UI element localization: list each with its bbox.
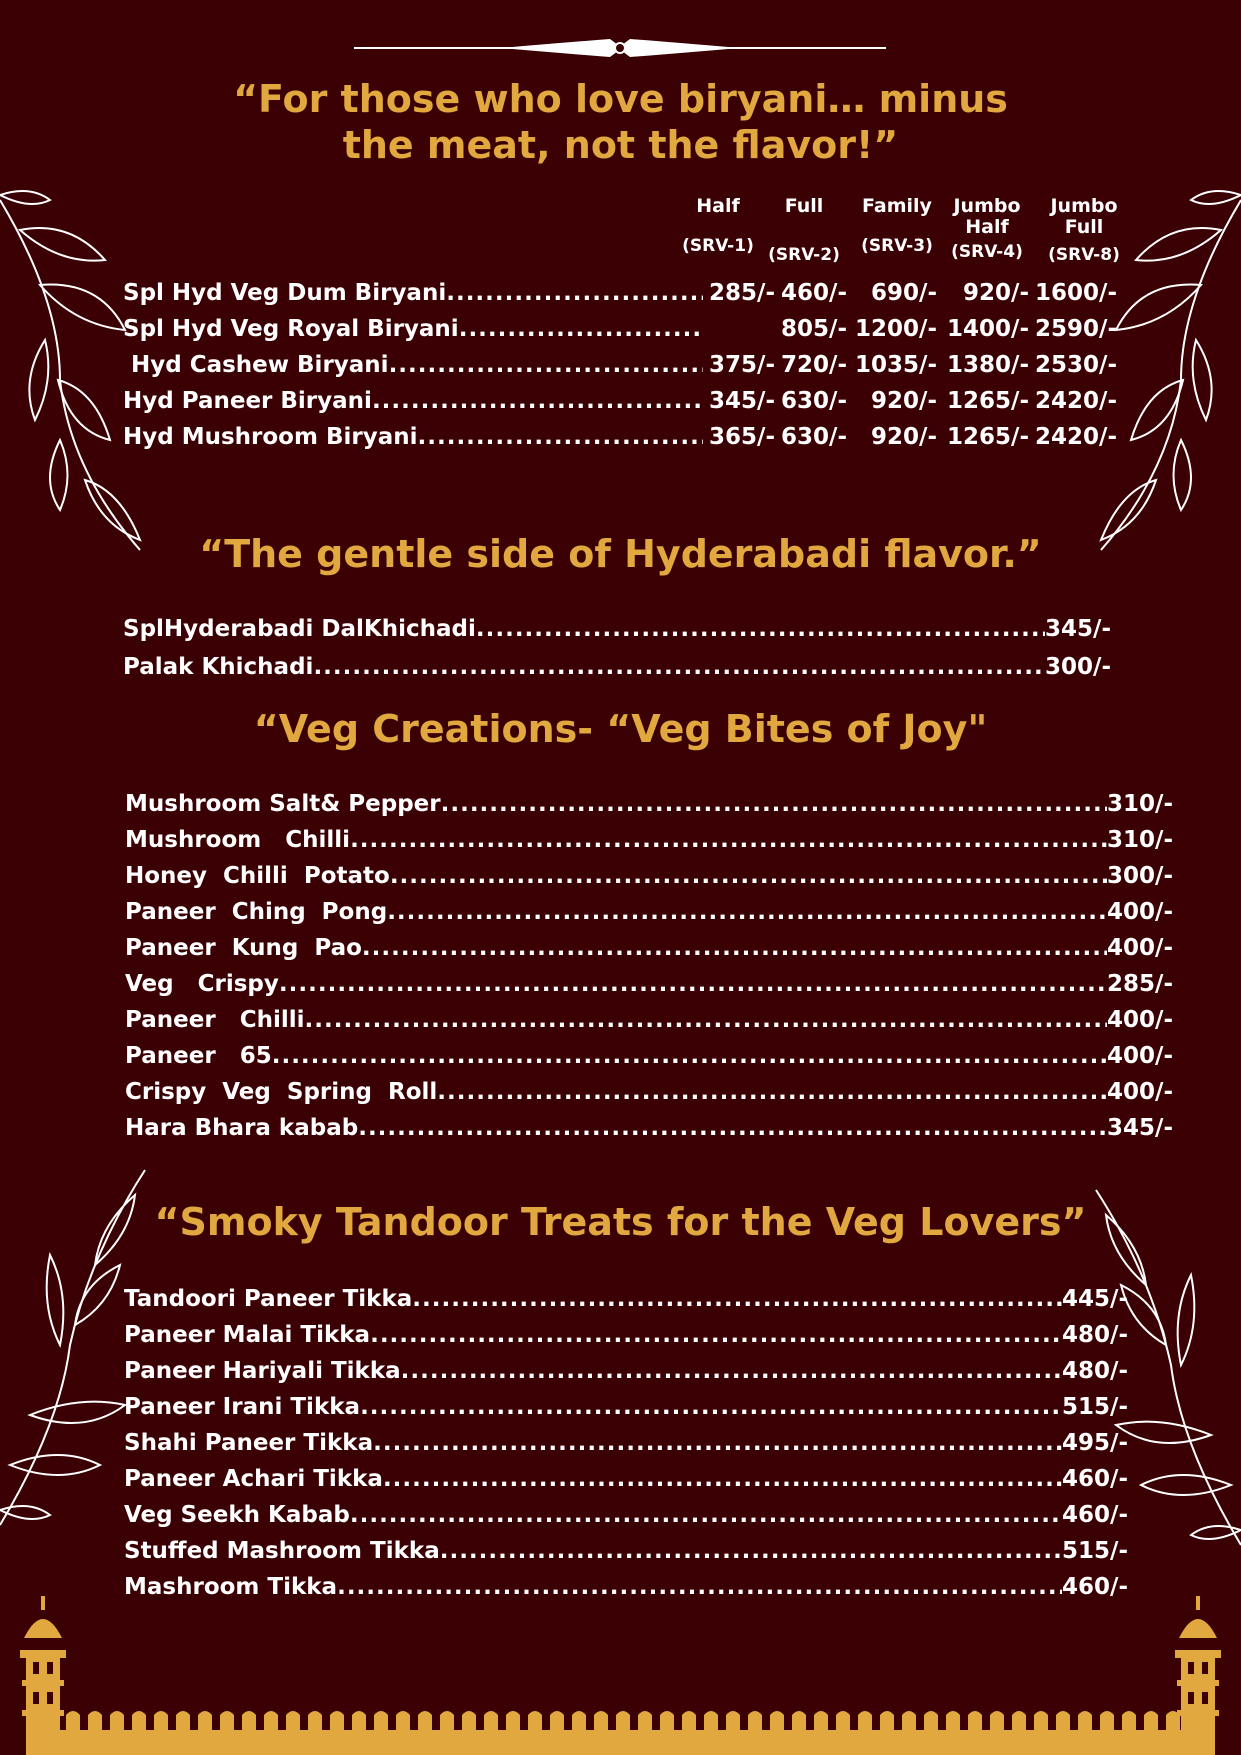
item-name: Paneer Malai Tikka bbox=[124, 1322, 371, 1348]
item-price: 285/- bbox=[1107, 971, 1173, 997]
dot-leader bbox=[412, 1286, 1062, 1312]
item-price: 460/- bbox=[781, 280, 847, 306]
item-price: 400/- bbox=[1107, 935, 1173, 961]
leaf-branch-top-left-icon bbox=[0, 180, 150, 560]
item-name: Paneer Achari Tikka bbox=[124, 1466, 383, 1492]
dot-leader bbox=[459, 316, 703, 342]
item-price: 300/- bbox=[1045, 654, 1111, 680]
dot-leader bbox=[279, 971, 1107, 997]
item-price: 690/- bbox=[871, 280, 937, 306]
dot-leader bbox=[350, 1502, 1062, 1528]
section-heading-tandoor: “Smoky Tandoor Treats for the Veg Lovers” bbox=[154, 1200, 1087, 1244]
item-price: 2420/- bbox=[1035, 424, 1117, 450]
item-name: Stuffed Mashroom Tikka bbox=[124, 1538, 440, 1564]
heading-line-1: “For those who love biryani… minus bbox=[233, 77, 1008, 121]
item-price: 515/- bbox=[1062, 1394, 1128, 1420]
column-header-code: (SRV-4) bbox=[951, 242, 1023, 262]
menu-item-row bbox=[124, 1538, 1128, 1564]
column-header-label: Full bbox=[784, 195, 824, 217]
item-price: 400/- bbox=[1107, 1043, 1173, 1069]
column-header-code: (SRV-8) bbox=[1048, 245, 1120, 265]
item-price: 345/- bbox=[709, 388, 775, 414]
item-price: 2530/- bbox=[1035, 352, 1117, 378]
column-header-code: (SRV-2) bbox=[768, 245, 840, 265]
item-price: 1380/- bbox=[947, 352, 1029, 378]
menu-item-row bbox=[123, 616, 1111, 642]
item-price: 310/- bbox=[1107, 827, 1173, 853]
item-name: Paneer Irani Tikka bbox=[124, 1394, 361, 1420]
item-name: Tandoori Paneer Tikka bbox=[124, 1286, 413, 1312]
dot-leader bbox=[441, 791, 1107, 817]
item-name: Hyd Paneer Biryani bbox=[123, 388, 372, 414]
item-name: Paneer Chilli bbox=[125, 1007, 305, 1033]
item-price: 1265/- bbox=[947, 424, 1029, 450]
column-header-label: Jumbo Half bbox=[953, 195, 1021, 238]
menu-item-row bbox=[125, 827, 1173, 853]
dot-leader bbox=[372, 388, 703, 414]
dot-leader bbox=[362, 935, 1107, 961]
menu-item-row bbox=[123, 388, 1117, 414]
item-price: 460/- bbox=[1062, 1502, 1128, 1528]
item-price: 920/- bbox=[871, 424, 937, 450]
column-header-code: (SRV-3) bbox=[861, 236, 933, 256]
dot-leader bbox=[358, 1115, 1107, 1141]
menu-item-row bbox=[125, 1007, 1173, 1033]
column-header-code: (SRV-1) bbox=[682, 236, 754, 256]
dot-leader bbox=[305, 1007, 1108, 1033]
item-price: 460/- bbox=[1062, 1574, 1128, 1600]
dot-leader bbox=[418, 424, 704, 450]
item-price: 300/- bbox=[1107, 863, 1173, 889]
column-header-label: Half bbox=[696, 195, 740, 217]
menu-item-row bbox=[125, 791, 1173, 817]
menu-item-row bbox=[123, 316, 1117, 342]
menu-item-row bbox=[131, 352, 1117, 378]
dot-leader bbox=[389, 352, 703, 378]
dot-leader bbox=[387, 899, 1107, 925]
dot-leader bbox=[390, 863, 1107, 889]
menu-item-row bbox=[124, 1358, 1128, 1384]
item-price: 720/- bbox=[781, 352, 847, 378]
item-price: 920/- bbox=[871, 388, 937, 414]
column-header-label: Family bbox=[862, 195, 932, 217]
item-name: Paneer Ching Pong bbox=[125, 899, 388, 925]
ornament-divider bbox=[350, 36, 890, 60]
menu-item-row bbox=[125, 971, 1173, 997]
item-price: 480/- bbox=[1062, 1358, 1128, 1384]
menu-item-row bbox=[125, 1043, 1173, 1069]
dot-leader bbox=[440, 1538, 1062, 1564]
item-price: 345/- bbox=[1107, 1115, 1173, 1141]
dot-leader bbox=[401, 1358, 1062, 1384]
menu-item-row bbox=[123, 280, 1117, 306]
menu-item-row bbox=[123, 654, 1111, 680]
item-price: 310/- bbox=[1107, 791, 1173, 817]
item-price: 1400/- bbox=[947, 316, 1029, 342]
item-price: 495/- bbox=[1062, 1430, 1128, 1456]
menu-item-row bbox=[123, 424, 1117, 450]
dot-leader bbox=[350, 827, 1107, 853]
item-name: Mashroom Tikka bbox=[124, 1574, 338, 1600]
menu-item-row bbox=[124, 1394, 1128, 1420]
item-name: Paneer 65 bbox=[125, 1043, 272, 1069]
item-name: Palak Khichadi bbox=[123, 654, 314, 680]
menu-item-row bbox=[124, 1286, 1128, 1312]
item-price: 365/- bbox=[709, 424, 775, 450]
item-name: Crispy Veg Spring Roll bbox=[125, 1079, 438, 1105]
item-name: Hyd Cashew Biryani bbox=[131, 352, 389, 378]
item-name: Paneer Kung Pao bbox=[125, 935, 362, 961]
section-heading-biryani bbox=[0, 76, 1241, 168]
dot-leader bbox=[373, 1430, 1062, 1456]
dot-leader bbox=[476, 616, 1045, 642]
section-heading-veg-creations: “Veg Creations- “Veg Bites of Joy" bbox=[253, 707, 988, 751]
menu-item-row bbox=[124, 1322, 1128, 1348]
item-price: 375/- bbox=[709, 352, 775, 378]
menu-item-row bbox=[125, 1079, 1173, 1105]
item-price: 630/- bbox=[781, 424, 847, 450]
item-name: SplHyderabadi DalKhichadi bbox=[123, 616, 476, 642]
dot-leader bbox=[360, 1394, 1062, 1420]
dot-leader bbox=[313, 654, 1045, 680]
menu-item-row bbox=[125, 863, 1173, 889]
item-price: 920/- bbox=[963, 280, 1029, 306]
item-price: 1265/- bbox=[947, 388, 1029, 414]
item-price: 445/- bbox=[1062, 1286, 1128, 1312]
item-name: Mushroom Chilli bbox=[125, 827, 351, 853]
item-price: 630/- bbox=[781, 388, 847, 414]
dot-leader bbox=[272, 1043, 1107, 1069]
item-price: 2590/- bbox=[1035, 316, 1117, 342]
dot-leader bbox=[383, 1466, 1062, 1492]
item-price: 1200/- bbox=[855, 316, 937, 342]
menu-item-row bbox=[125, 935, 1173, 961]
dot-leader bbox=[446, 280, 703, 306]
item-price: 400/- bbox=[1107, 1007, 1173, 1033]
heading-line-2: the meat, not the flavor!” bbox=[342, 123, 899, 167]
menu-item-row bbox=[124, 1502, 1128, 1528]
item-name: Hyd Mushroom Biryani bbox=[123, 424, 418, 450]
menu-item-row bbox=[125, 899, 1173, 925]
dot-leader bbox=[370, 1322, 1062, 1348]
item-price: 515/- bbox=[1062, 1538, 1128, 1564]
item-price: 805/- bbox=[781, 316, 847, 342]
dot-leader bbox=[437, 1079, 1107, 1105]
item-price: 400/- bbox=[1107, 1079, 1173, 1105]
menu-item-row bbox=[124, 1430, 1128, 1456]
item-name: Shahi Paneer Tikka bbox=[124, 1430, 374, 1456]
menu-item-row bbox=[124, 1466, 1128, 1492]
item-name: Paneer Hariyali Tikka bbox=[124, 1358, 401, 1384]
item-name: Honey Chilli Potato bbox=[125, 863, 390, 889]
item-name: Hara Bhara kabab bbox=[125, 1115, 359, 1141]
item-name: Spl Hyd Veg Royal Biryani bbox=[123, 316, 459, 342]
menu-item-row bbox=[125, 1115, 1173, 1141]
item-name: Veg Seekh Kabab bbox=[124, 1502, 350, 1528]
section-heading-khichadi: “The gentle side of Hyderabadi flavor.” bbox=[199, 532, 1042, 576]
item-price: 285/- bbox=[709, 280, 775, 306]
item-name: Spl Hyd Veg Dum Biryani bbox=[123, 280, 447, 306]
item-price: 480/- bbox=[1062, 1322, 1128, 1348]
item-price: 460/- bbox=[1062, 1466, 1128, 1492]
column-header-label: Jumbo Full bbox=[1050, 195, 1118, 238]
item-name: Mushroom Salt& Pepper bbox=[125, 791, 441, 817]
item-price: 2420/- bbox=[1035, 388, 1117, 414]
item-price: 1600/- bbox=[1035, 280, 1117, 306]
item-price: 1035/- bbox=[855, 352, 937, 378]
palace-border-icon bbox=[0, 1590, 1241, 1755]
item-price: 400/- bbox=[1107, 899, 1173, 925]
item-name: Veg Crispy bbox=[125, 971, 279, 997]
item-price: 345/- bbox=[1045, 616, 1111, 642]
